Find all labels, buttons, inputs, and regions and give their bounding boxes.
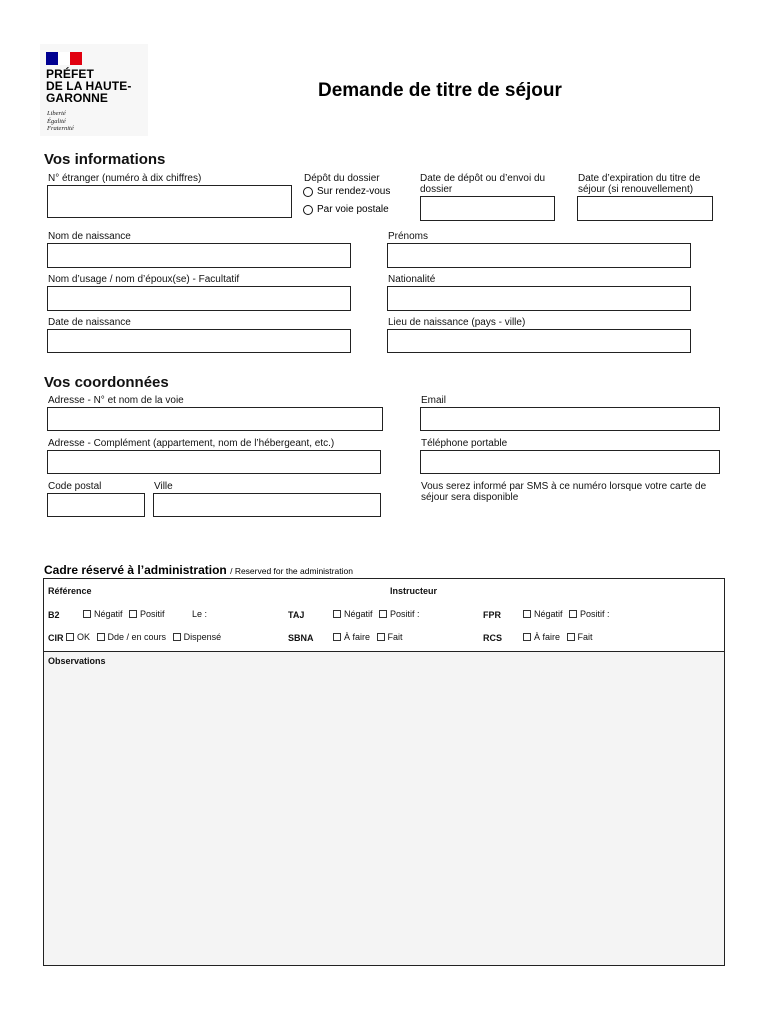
observations-label: Observations xyxy=(48,656,106,666)
sbna-label: SBNA xyxy=(288,633,314,643)
address-label: Adresse - N° et nom de la voie xyxy=(48,395,184,406)
checkbox-icon[interactable] xyxy=(129,610,137,618)
foreigner-number-field[interactable] xyxy=(47,185,292,218)
b2-negative-label: Négatif xyxy=(94,609,123,619)
radio-appointment-icon[interactable] xyxy=(303,187,313,197)
checkbox-icon[interactable] xyxy=(333,610,341,618)
deposit-option-appointment-label: Sur rendez-vous xyxy=(317,186,391,197)
usage-name-label: Nom d’usage / nom d’époux(se) - Facultatif xyxy=(48,274,240,285)
b2-date-label: Le : xyxy=(192,609,208,619)
fpr-options xyxy=(523,609,614,619)
observations-area[interactable] xyxy=(44,669,724,965)
admin-frame xyxy=(43,578,725,966)
checkbox-icon[interactable] xyxy=(569,610,577,618)
fpr-label: FPR xyxy=(483,610,501,620)
prefecture-logo-text xyxy=(46,68,131,104)
admin-heading xyxy=(44,563,353,577)
postal-code-label: Code postal xyxy=(48,481,102,492)
mobile-field[interactable] xyxy=(420,450,720,474)
admin-heading-en: / Reserved for the administration xyxy=(230,566,353,576)
b2-options xyxy=(83,609,169,619)
city-label: Ville xyxy=(154,481,173,492)
rcs-label: RCS xyxy=(483,633,503,643)
checkbox-icon[interactable] xyxy=(567,633,575,641)
fpr-negative-label: Négatif xyxy=(534,609,563,619)
mobile-label: Téléphone portable xyxy=(421,438,508,449)
cir-pending-option[interactable] xyxy=(97,632,167,642)
reference-label: Référence xyxy=(48,586,92,596)
radio-post-icon[interactable] xyxy=(303,205,313,215)
motto-liberte: Liberté xyxy=(47,110,66,117)
logo-line-1: PRÉFET xyxy=(46,67,94,81)
cir-options xyxy=(66,632,225,642)
cir-exempt-option[interactable] xyxy=(173,632,222,642)
birth-name-field[interactable] xyxy=(47,243,351,268)
deposit-option-appointment[interactable] xyxy=(303,186,390,197)
sbna-todo-label: À faire xyxy=(344,632,371,642)
checkbox-icon[interactable] xyxy=(379,610,387,618)
birth-place-field[interactable] xyxy=(387,329,691,353)
motto-egalite: Égalité xyxy=(47,117,66,125)
birth-date-field[interactable] xyxy=(47,329,351,353)
email-label: Email xyxy=(421,395,447,406)
expiry-date-label: Date d’expiration du titre de séjour (si renouvellement) xyxy=(578,173,701,195)
deposit-option-post-label: Par voie postale xyxy=(317,204,389,215)
taj-negative-label: Négatif xyxy=(344,609,373,619)
checkbox-icon[interactable] xyxy=(66,633,74,641)
rcs-todo-option[interactable] xyxy=(523,632,560,642)
birth-name-label: Nom de naissance xyxy=(48,231,131,242)
deposit-label: Dépôt du dossier xyxy=(304,173,380,184)
deposit-date-label: Date de dépôt ou d’envoi du dossier xyxy=(420,173,546,195)
address-complement-field[interactable] xyxy=(47,450,381,474)
sbna-options xyxy=(333,632,407,642)
deposit-date-field[interactable] xyxy=(420,196,555,221)
cir-ok-label: OK xyxy=(77,632,91,642)
cir-exempt-label: Dispensé xyxy=(183,632,222,642)
logo-line-3: GARONNE xyxy=(46,91,109,105)
b2-positive-label: Positif xyxy=(140,609,165,619)
checkbox-icon[interactable] xyxy=(83,610,91,618)
french-flag-icon xyxy=(46,52,82,65)
nationality-label: Nationalité xyxy=(388,274,436,285)
checkbox-icon[interactable] xyxy=(523,610,531,618)
first-names-label: Prénoms xyxy=(388,231,429,242)
b2-positive-option[interactable] xyxy=(129,609,165,619)
address-field[interactable] xyxy=(47,407,383,431)
taj-label: TAJ xyxy=(288,610,305,620)
birth-date-label: Date de naissance xyxy=(48,317,131,328)
b2-negative-option[interactable] xyxy=(83,609,123,619)
foreigner-number-label: N° étranger (numéro à dix chiffres) xyxy=(48,173,202,184)
sbna-todo-option[interactable] xyxy=(333,632,370,642)
checkbox-icon[interactable] xyxy=(97,633,105,641)
section-heading-coordonnees: Vos coordonnées xyxy=(44,374,169,391)
cir-ok-option[interactable] xyxy=(66,632,90,642)
checkbox-icon[interactable] xyxy=(377,633,385,641)
first-names-field[interactable] xyxy=(387,243,691,268)
address-complement-label: Adresse - Complément (appartement, nom de l’hébergeant, etc.) xyxy=(48,438,335,449)
rcs-done-option[interactable] xyxy=(567,632,593,642)
fpr-negative-option[interactable] xyxy=(523,609,563,619)
sbna-done-option[interactable] xyxy=(377,632,403,642)
b2-label: B2 xyxy=(48,610,60,620)
usage-name-field[interactable] xyxy=(47,286,351,311)
sms-note: Vous serez informé par SMS à ce numéro lorsque votre carte de séjour sera disponible xyxy=(421,481,707,503)
page-title: Demande de titre de séjour xyxy=(318,80,562,101)
rcs-todo-label: À faire xyxy=(534,632,561,642)
admin-checks-area xyxy=(44,579,724,652)
checkbox-icon[interactable] xyxy=(173,633,181,641)
taj-positive-label: Positif : xyxy=(390,609,420,619)
instructor-label: Instructeur xyxy=(390,586,438,596)
birth-place-label: Lieu de naissance (pays - ville) xyxy=(388,317,526,328)
checkbox-icon[interactable] xyxy=(333,633,341,641)
taj-options xyxy=(333,609,424,619)
cir-label: CIR xyxy=(48,633,64,643)
fpr-positive-option[interactable] xyxy=(569,609,610,619)
motto-fraternite: Fraternité xyxy=(47,125,74,132)
checkbox-icon[interactable] xyxy=(523,633,531,641)
section-heading-informations: Vos informations xyxy=(44,151,166,168)
expiry-date-field[interactable] xyxy=(577,196,713,221)
email-field[interactable] xyxy=(420,407,720,431)
deposit-option-post[interactable] xyxy=(303,204,389,215)
logo-line-2: DE LA HAUTE- xyxy=(46,79,132,93)
fpr-positive-label: Positif : xyxy=(580,609,610,619)
city-field[interactable] xyxy=(153,493,381,517)
taj-positive-option[interactable] xyxy=(379,609,420,619)
republic-motto xyxy=(47,110,74,133)
admin-heading-fr: Cadre réservé à l’administration xyxy=(44,563,227,577)
postal-code-field[interactable] xyxy=(47,493,145,517)
rcs-done-label: Fait xyxy=(577,632,593,642)
cir-pending-label: Dde / en cours xyxy=(107,632,167,642)
sbna-done-label: Fait xyxy=(387,632,403,642)
rcs-options xyxy=(523,632,597,642)
taj-negative-option[interactable] xyxy=(333,609,373,619)
nationality-field[interactable] xyxy=(387,286,691,311)
